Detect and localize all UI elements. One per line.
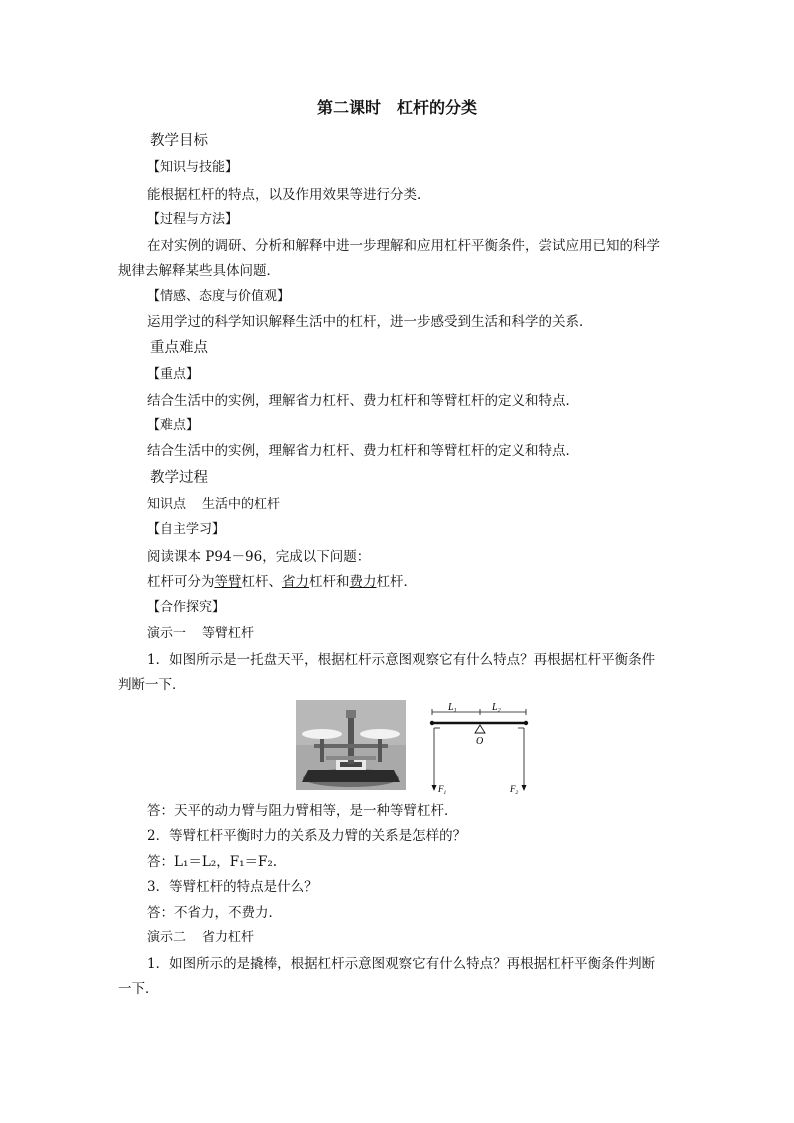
process-method-text-2: 规律去解释某些具体问题．: [118, 263, 280, 279]
key-points-heading: 重点难点: [150, 340, 208, 356]
key-text: 结合生活中的实例，理解省力杠杆、费力杠杆和等臂杠杆的定义和特点．: [147, 393, 579, 409]
process-heading: 教学过程: [150, 470, 208, 486]
demo1-a3: 答：不省力，不费力．: [147, 905, 282, 921]
emotion-text: 运用学过的科学知识解释生活中的杠杆，进一步感受到生活和科学的关系．: [147, 314, 593, 330]
demo1-q2: 2．等臂杠杆平衡时力的关系及力臂的关系是怎样的？: [147, 828, 467, 844]
demo1-q1-line1: 1．如图所示是一托盘天平，根据杠杆示意图观察它有什么特点？再根据杠杆平衡条件: [147, 652, 656, 668]
page-title: 第二课时 杠杆的分类: [316, 98, 478, 117]
demo1-q1-line2: 判断一下．: [118, 677, 186, 693]
difficult-text: 结合生活中的实例，理解省力杠杆、费力杠杆和等臂杠杆的定义和特点．: [147, 443, 579, 459]
answer-blank-equal: 等臂: [214, 574, 242, 590]
goals-heading: 教学目标: [150, 133, 208, 149]
answer-blank-force-saving: 省力: [282, 574, 309, 590]
demo2-q1-line2: 一下．: [118, 981, 159, 997]
label-o: O: [476, 736, 484, 747]
lever-classification-sentence: 杠杆可分为等臂杠杆、省力杠杆和费力杠杆．: [147, 574, 417, 590]
self-study-label: 【自主学习】: [147, 522, 226, 537]
key-label: 【重点】: [147, 367, 200, 382]
label-f1: $F_1$: [438, 784, 447, 796]
label-l1: $L_1$: [448, 702, 457, 714]
process-method-text-1: 在对实例的调研、分析和解释中进一步理解和应用杠杆平衡条件，尝试应用已知的科学: [147, 238, 660, 254]
demo1-q3: 3．等臂杠杆的特点是什么？: [147, 879, 318, 895]
demo2-q1-line1: 1．如图所示的是撬棒，根据杠杆示意图观察它有什么特点？再根据杠杆平衡条件判断: [147, 956, 656, 972]
demo1-a1: 答：天平的动力臂与阻力臂相等，是一种等臂杠杆．: [147, 803, 458, 819]
fulcrum-icon: [475, 725, 485, 733]
knowledge-text: 能根据杠杆的特点，以及作用效果等进行分类．: [147, 187, 431, 203]
self-study-intro: 阅读课本 P94－96，完成以下问题：: [147, 549, 371, 565]
knowledge-point: 知识点 生活中的杠杆: [147, 497, 281, 512]
demo1-a2: 答：L₁＝L₂，F₁＝F₂.: [147, 854, 278, 870]
balance-photo: [296, 700, 406, 790]
label-f2: $F_2$: [510, 784, 519, 796]
knowledge-label: 【知识与技能】: [147, 160, 239, 175]
answer-blank-force-consuming: 费力: [349, 574, 377, 590]
emotion-label: 【情感、态度与价值观】: [147, 289, 291, 304]
demo2-heading: 演示二 省力杠杆: [147, 930, 255, 945]
demo1-heading: 演示一 等臂杠杆: [147, 626, 255, 641]
difficult-label: 【难点】: [147, 418, 200, 433]
coop-label: 【合作探究】: [147, 600, 226, 615]
label-l2: $L_2$: [492, 702, 501, 714]
process-method-label: 【过程与方法】: [147, 212, 239, 227]
lever-diagram: [426, 700, 532, 796]
